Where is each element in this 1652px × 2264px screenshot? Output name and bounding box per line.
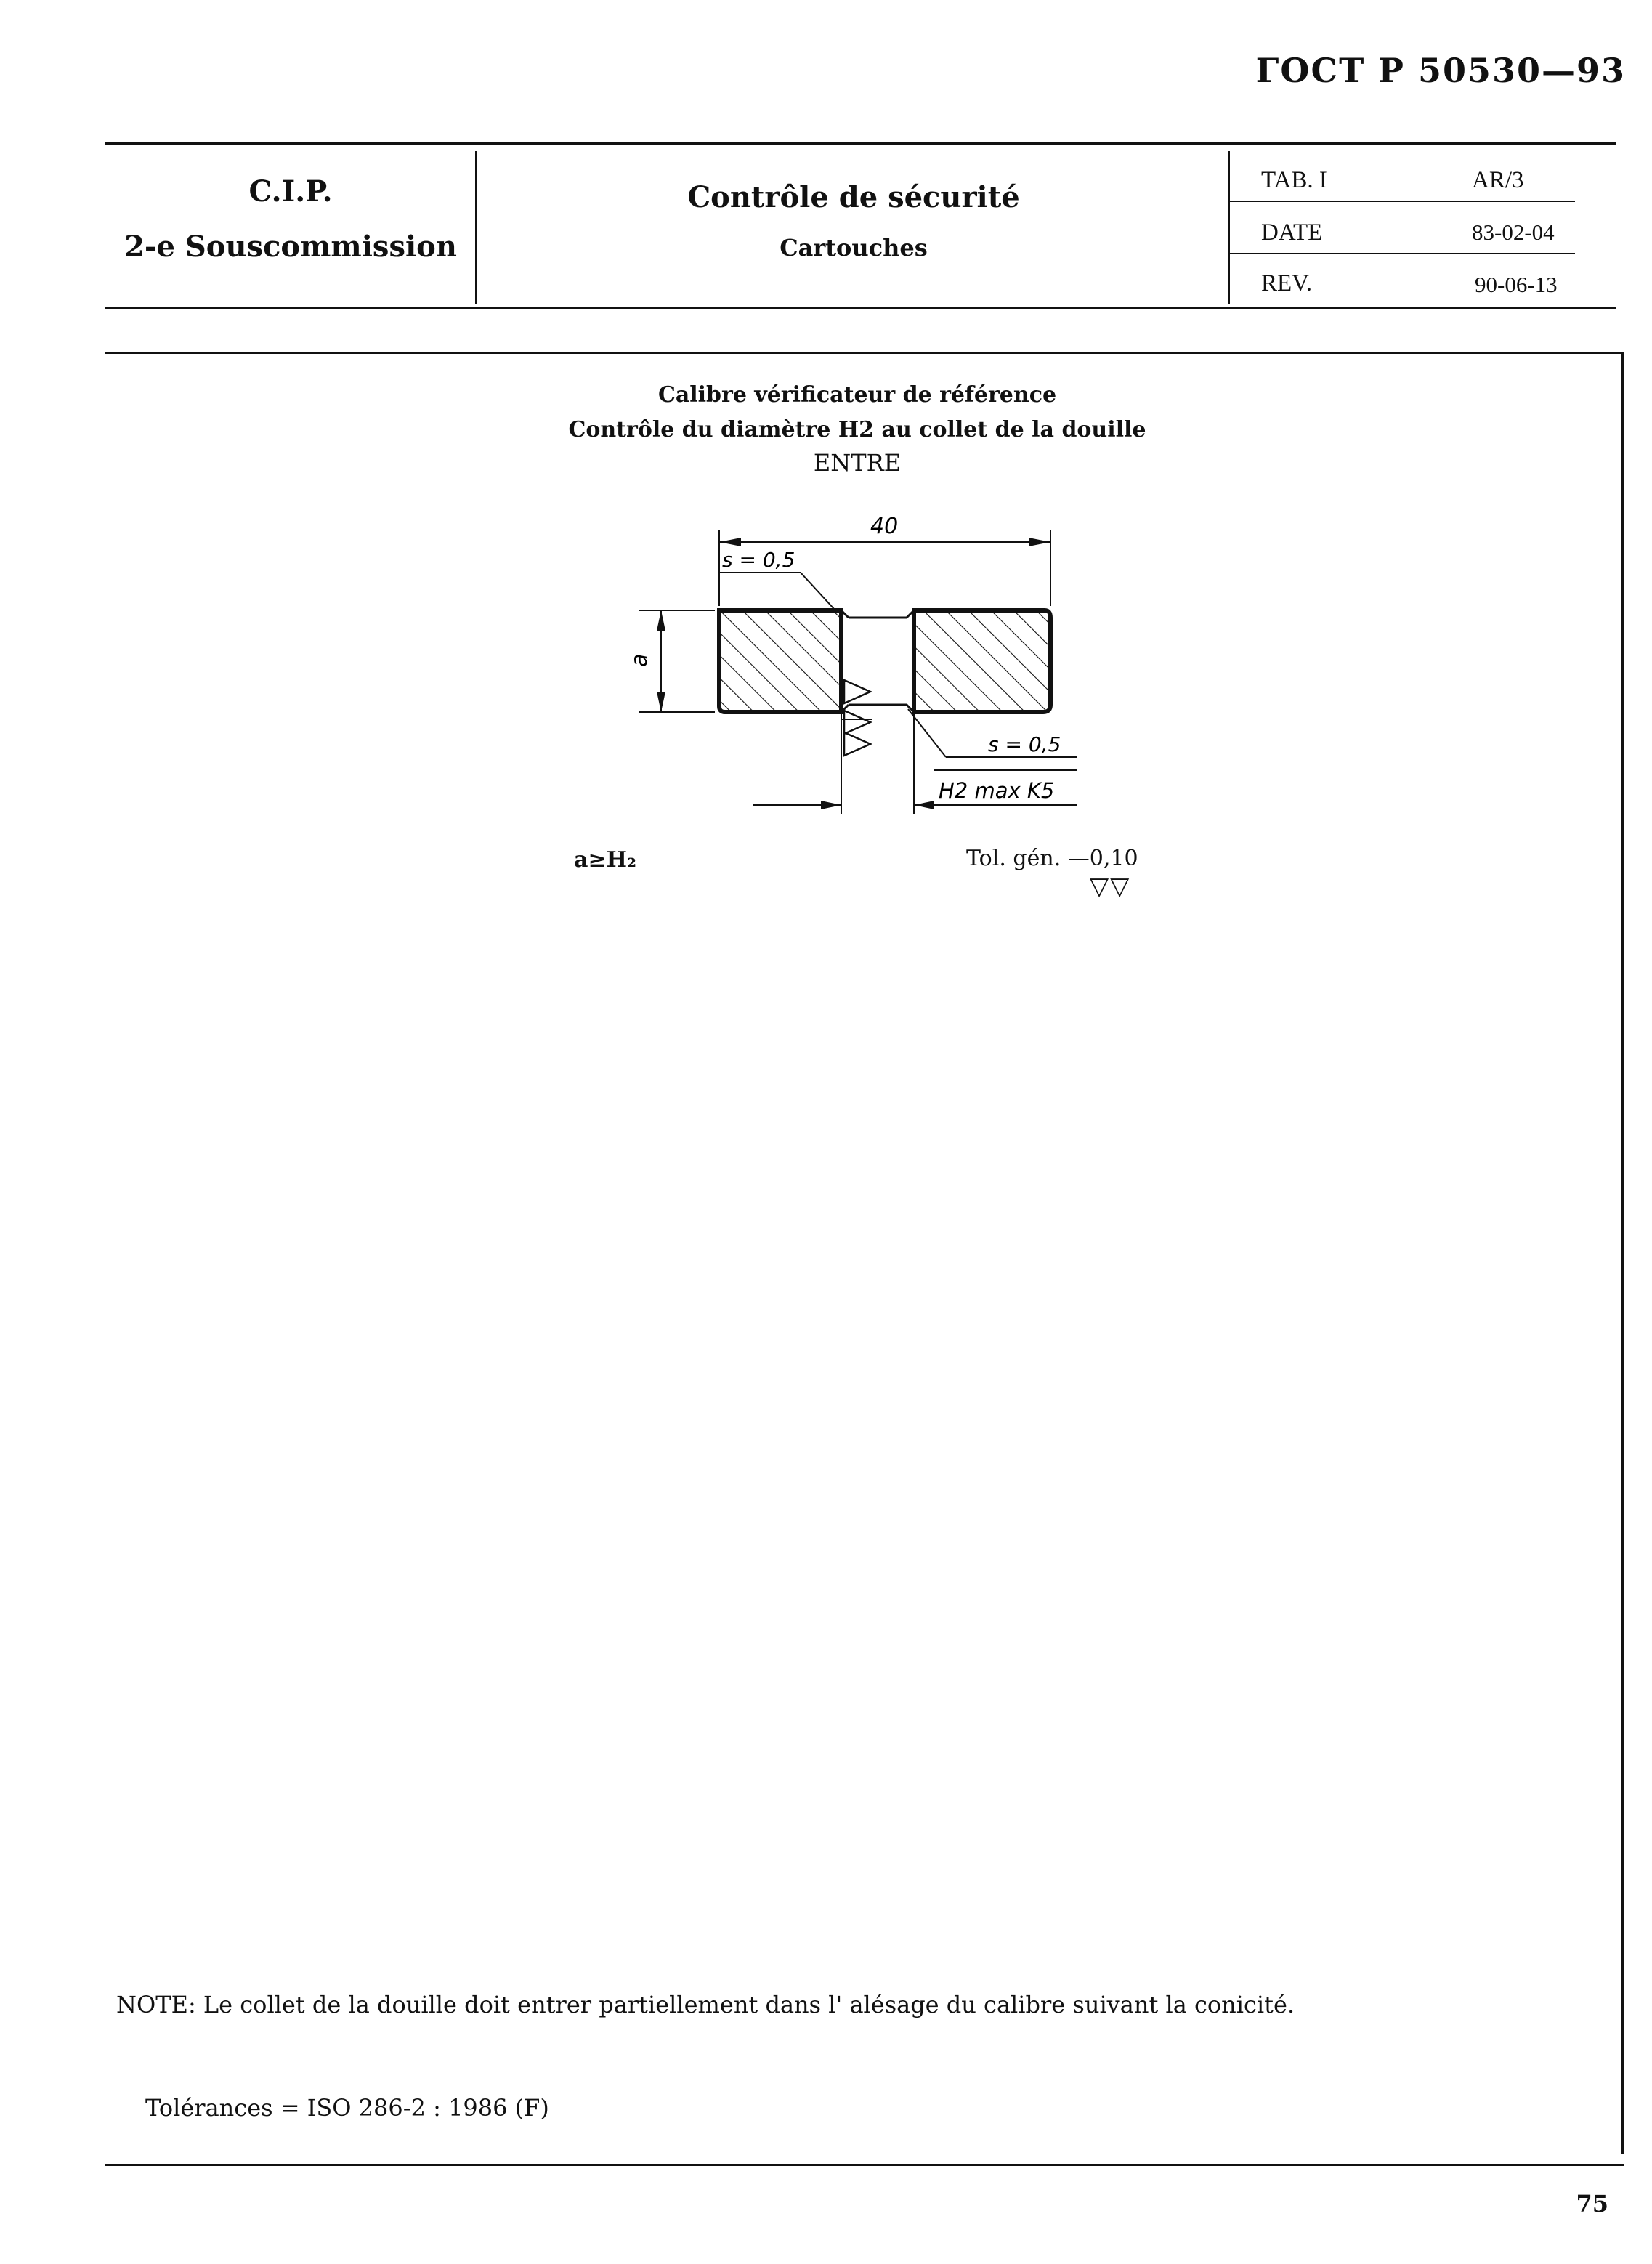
gauge-left-section (719, 610, 841, 712)
header-top-rule (105, 142, 1616, 145)
meta-rule-2 (1230, 253, 1575, 254)
rev-label: REV. (1261, 270, 1312, 296)
tab-label: TAB. I (1261, 167, 1327, 193)
document-subtitle: Cartouches (780, 234, 928, 262)
tolerances-text: Tolérances = ISO 286-2 : 1986 (F) (145, 2094, 549, 2122)
date-value: 83-02-04 (1472, 219, 1555, 245)
gauge-drawing (610, 501, 1133, 836)
drawing-title-line3: ENTRE (813, 449, 902, 477)
header-divider-2 (1228, 151, 1230, 304)
gauge-right-section (914, 610, 1050, 712)
dim-width-label: 40 (870, 514, 899, 539)
note-text: NOTE: Le collet de la douille doit entrer partiellement dans l' alésage du calibre suivant la conicité. (116, 1991, 1295, 2018)
chamfer-bottom-label: s = 0,5 (988, 732, 1061, 756)
finish-mark-2 (844, 711, 870, 734)
body-frame-right (1621, 352, 1624, 2154)
header-divider-1 (475, 151, 477, 304)
chamfer-top-label: s = 0,5 (722, 548, 795, 572)
standard-number: ГОСТ Р 50530—93 (1255, 51, 1626, 90)
document-title: Contrôle de sécurité (687, 180, 1020, 214)
finish-mark-3 (844, 732, 870, 756)
height-label: a (627, 653, 652, 667)
drawing-title-line2: Contrôle du diamètre H2 au collet de la douille (568, 417, 1146, 442)
org-name: C.I.P. (248, 174, 333, 209)
date-label: DATE (1261, 219, 1323, 246)
condition-text: a≥H₂ (574, 847, 637, 873)
hole-dim-label: H2 max K5 (939, 778, 1055, 803)
finish-mark-1 (844, 680, 870, 703)
general-tolerance: Tol. gén. —0,10 (966, 846, 1138, 871)
body-frame-bottom (105, 2164, 1624, 2166)
meta-rule-1 (1230, 201, 1575, 202)
header-bottom-rule (105, 307, 1616, 309)
rev-value: 90-06-13 (1475, 272, 1558, 297)
subcommission: 2-e Souscommission (124, 230, 457, 264)
body-frame-top (105, 352, 1624, 354)
tab-value: AR/3 (1472, 167, 1524, 193)
page-number: 75 (1576, 2190, 1608, 2217)
surface-finish-symbol: ▽▽ (1090, 872, 1131, 901)
drawing-title-line1: Calibre vérificateur de référence (657, 382, 1057, 408)
